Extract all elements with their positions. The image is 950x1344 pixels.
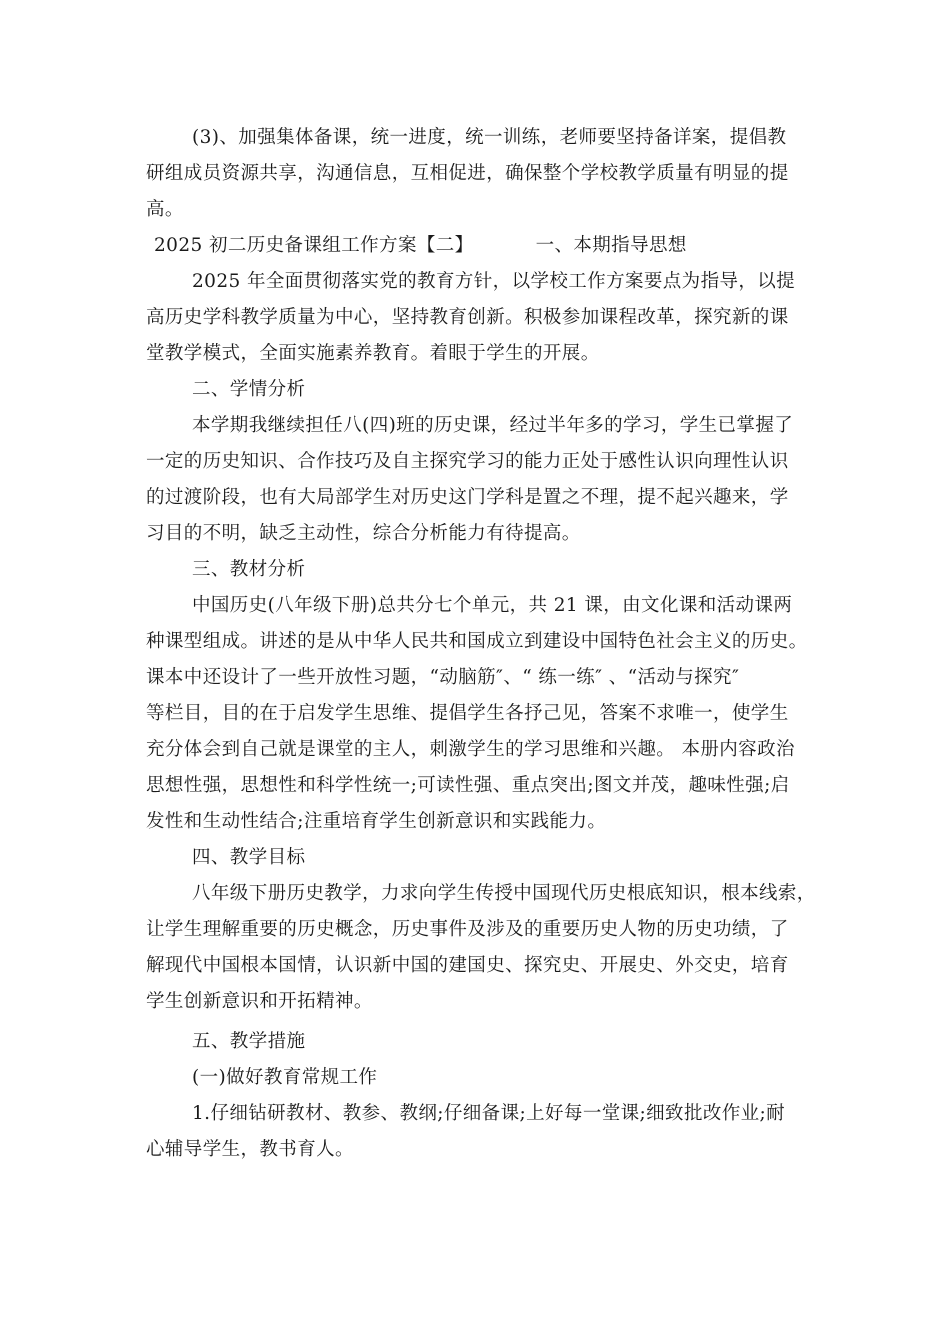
paragraph-line: 的过渡阶段，也有大局部学生对历史这门学科是置之不理，提不起兴趣来，学 [146, 487, 789, 508]
subsection-heading: (一)做好教育常规工作 [192, 1067, 378, 1088]
paragraph-line: 等栏目，目的在于启发学生思维、提倡学生各抒己见，答案不求唯一，使学生 [146, 703, 789, 724]
section-heading: 五、教学措施 [192, 1031, 306, 1052]
paragraph-line: 思想性强，思想性和科学性统一;可读性强、重点突出;图文并茂，趣味性强;启 [146, 775, 790, 796]
paragraph-line: 本学期我继续担任八(四)班的历史课，经过半年多的学习，学生已掌握了 [192, 415, 794, 436]
paragraph-line: 心辅导学生，教书育人。 [146, 1139, 354, 1160]
paragraph-line: 八年级下册历史教学，力求向学生传授中国现代历史根底知识，根本线索， [192, 883, 816, 904]
paragraph-line: 充分体会到自己就是课堂的主人，刺激学生的学习思维和兴趣。 本册内容政治 [146, 739, 795, 760]
section-heading: 一、本期指导思想 [535, 235, 687, 256]
paragraph-line: 中国历史(八年级下册)总共分七个单元，共 21 课，由文化课和活动课两 [192, 595, 793, 616]
paragraph-line: 高历史学科教学质量为中心，坚持教育创新。积极参加课程改革，探究新的课 [146, 307, 789, 328]
paragraph-line: 解现代中国根本国情，认识新中国的建国史、探究史、开展史、外交史，培育 [146, 955, 789, 976]
paragraph-line: 2025 年全面贯彻落实党的教育方针，以学校工作方案要点为指导，以提 [192, 271, 796, 292]
paragraph-line: 课本中还设计了一些开放性习题，“动脑筋″、“ 练一练″ 、“活动与探究″ [146, 667, 740, 688]
paragraph-line: 堂教学模式，全面实施素养教育。着眼于学生的开展。 [146, 343, 600, 364]
paragraph-line: 发性和生动性结合;注重培育学生创新意识和实践能力。 [146, 811, 607, 832]
section-heading: 四、教学目标 [192, 847, 306, 868]
document-title: 2025 初二历史备课组工作方案【二】 [154, 235, 474, 256]
paragraph-line: (3)、加强集体备课，统一进度，统一训练，老师要坚持备详案，提倡教 [192, 127, 787, 148]
paragraph-line: 让学生理解重要的历史概念，历史事件及涉及的重要历史人物的历史功绩，了 [146, 919, 789, 940]
paragraph-line: 习目的不明，缺乏主动性，综合分析能力有待提高。 [146, 523, 581, 544]
paragraph-line: 高。 [146, 199, 184, 220]
paragraph-line: 种课型组成。讲述的是从中华人民共和国成立到建设中国特色社会主义的历史。 [146, 631, 808, 652]
paragraph-line: 学生创新意识和开拓精神。 [146, 991, 373, 1012]
section-heading: 三、教材分析 [192, 559, 306, 580]
section-heading: 二、学情分析 [192, 379, 306, 400]
section-title-line [154, 234, 687, 258]
paragraph-line: 研组成员资源共享，沟通信息，互相促进，确保整个学校教学质量有明显的提 [146, 163, 789, 184]
paragraph-line: 一定的历史知识、合作技巧及自主探究学习的能力正处于感性认识向理性认识 [146, 451, 789, 472]
paragraph-line: 1.仔细钻研教材、教参、教纲;仔细备课;上好每一堂课;细致批改作业;耐 [192, 1103, 786, 1124]
